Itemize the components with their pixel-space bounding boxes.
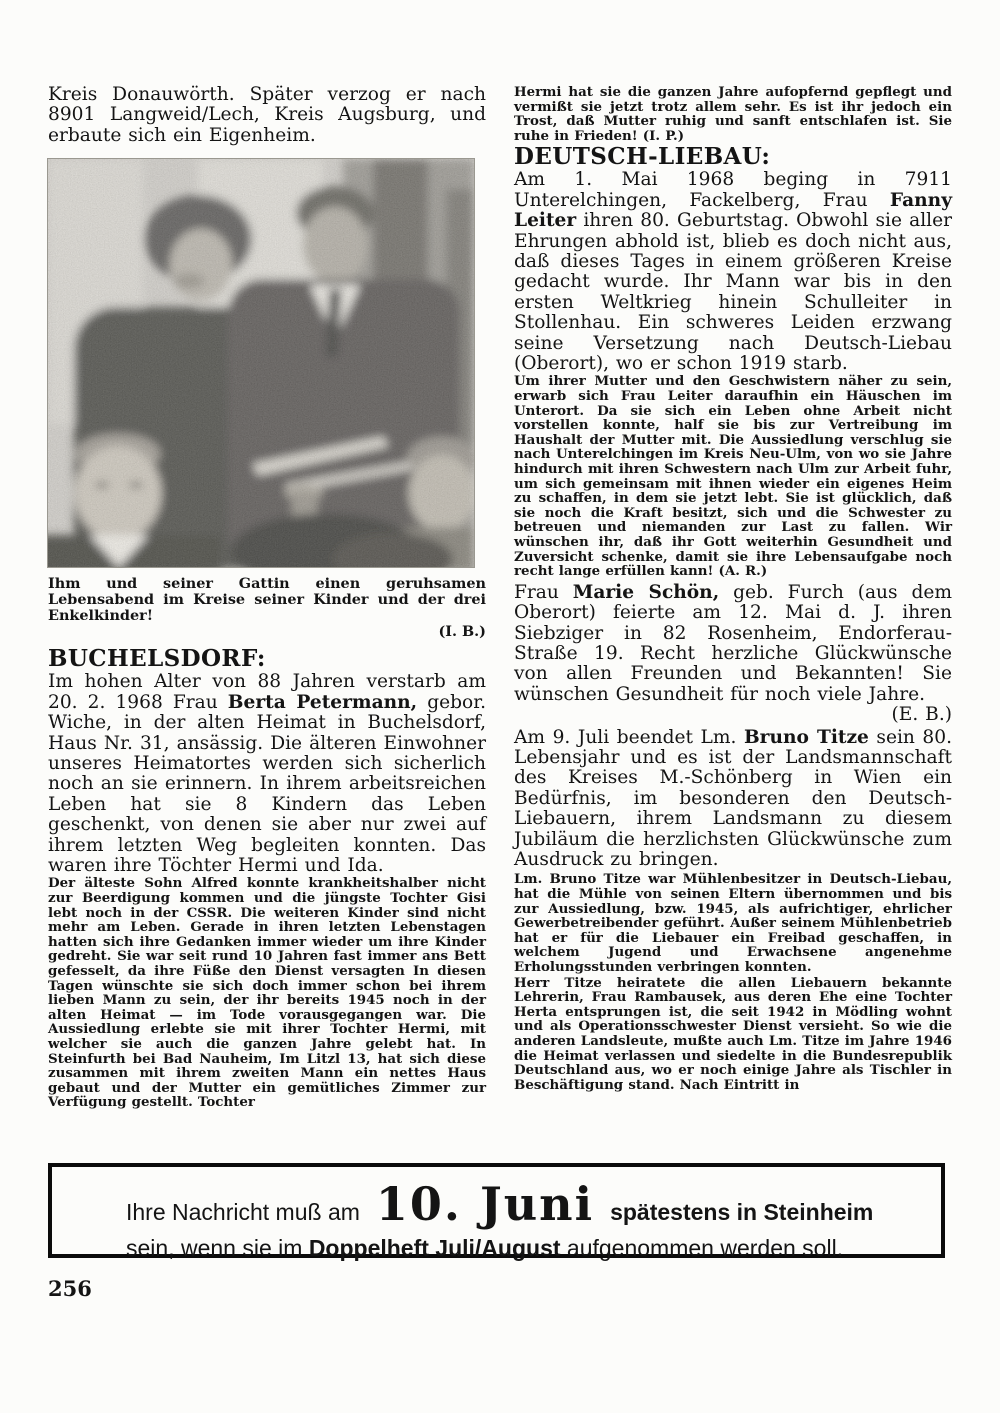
page-number: 256 [48,1276,92,1301]
notice-deadline-date: 10. Juni [375,1177,595,1231]
schoen-paragraph [514,583,952,726]
notice-line2-pre: sein, wenn sie im [126,1235,309,1261]
leiter-paragraph [514,170,952,374]
section-heading-buchelsdorf: BUCHELSDORF: [48,645,266,673]
deadline-notice-content [52,1167,941,1262]
schoen-credit: (E. B.) [891,704,952,726]
notice-line2-post: aufgenommen werden soll. [560,1235,844,1261]
titze-text-pre: Am 9. Juli beendet Lm. [514,726,744,748]
intro-paragraph: Kreis Donauwörth. Später verzog er nach 8901 Langweid/Lech, Kreis Augsburg, und erbaute sich ein Eigenheim. [48,84,486,146]
right-column [514,85,952,1092]
leiter-text-post: ihren 80. Geburtstag. Obwohl sie aller Ehrungen abhold ist, blieb es doch nicht aus, daß dieses Tages in einem größeren Kreise gedacht wurde. Ihr Mann war bis in den ersten Weltkrieg hinein Schulleiter in Stollenhau. Ein schweres Leiden erzwang seine Versetzung nach Deutsch-Liebau (Oberort), wo er schon 1919 starb. [514,210,952,375]
obituary-text-post: gebor. Wiche, in der alten Heimat in Buchelsdorf, Haus Nr. 31, ansässig. Die älteren Einwohner unseres Heimatortes werden sich sicherlich noch an sie erinnern. In ihrem arbeitsreichen Leben hat sie 8 Kindern das Leben geschenkt, von denen sie aber nur zwei auf ihrem letzten Weg begleiten konnten. Das waren ihre Töchter Hermi und Ida. [48,691,487,877]
schoen-text-pre: Frau [514,581,573,603]
deadline-notice-line2 [126,1235,921,1262]
schoen-name: Marie Schön, [572,581,720,603]
obituary-name: Berta Petermann, [227,691,418,713]
obituary-paragraph [48,672,486,876]
photo-caption [48,576,486,639]
titze-text-post: sein 80. Lebensjahr und es ist der Landsmannschaft des Kreises M.-Schönberg in Wien ein Bedürfnis, im besonderen den Deutsch-Liebauern, ihrem Landsmann zu diesem Jubiläum die herzlichsten Glückwünsche zum Ausdruck zu bringen. [514,726,952,871]
titze-name: Bruno Titze [743,726,869,748]
titze-details-paragraph-2: Herr Titze heiratete die allen Liebauern bekannte Lehrerin, Frau Rambausek, aus deren Ehe eine Tochter Herta entsprungen ist, die seit 1942 in Mödling wohnt und als Operationsschwester Dienst versieht. So wie die anderen Landsleute, mußte auch Lm. Titze im Jahre 1946 die Heimat verlassen und siedelte in die Bundesrepublik Deutschland aus, wo er noch einige Jahre als Tischler in Beschäftigung stand. Nach Eintritt in [514,974,952,1093]
left-column [48,85,486,1110]
section-heading-deutsch-liebau: DEUTSCH-LIEBAU: [514,143,771,171]
notice-line2-issue: Doppelheft Juli/August [308,1235,561,1261]
deadline-notice-line1 [126,1177,921,1231]
schoen-text-post: geb. Furch (aus dem Oberort) feierte am 12. Mai d. J. ihren Siebziger in 82 Rosenheim, Endorferau-Straße 19. Recht herzliche Glückwünsche von allen Freunden und Bekannten! Sie wünschen Gesundheit für noch viele Jahre. [514,581,952,705]
photo-caption-text: Ihm und seiner Gattin einen geruhsamen Lebensabend im Kreise seiner Kinder und der drei Enkelkinder! [48,575,486,624]
family-photo-image [48,159,474,567]
notice-text-pre: Ihre Nachricht muß am [126,1199,360,1225]
titze-paragraph [514,728,952,871]
titze-details-paragraph-1: Lm. Bruno Titze war Mühlenbesitzer in Deutsch-Liebau, hat die Mühle von seinen Eltern übernommen und bis zur Aussiedlung, bzw. 1945, als aufrichtiger, ehrlicher Gewerbetreibender geführt. Außer seinem Mühlenbetrieb hat er für die Liebauer ein Freibad geschaffen, in welchem Jugend und Erwachsene angenehme Erholungsstunden verbringen konnten. [514,871,952,975]
deadline-notice-box [48,1163,945,1261]
leiter-text-pre: Am 1. Mai 1968 beging in 7911 Unterelchingen, Fackelberg, Frau [514,169,952,211]
photo-caption-credit: (I. B.) [438,622,486,640]
obituary-text-pre: Im hohen Alter von 88 Jahren verstarb am 20. 2. 1968 Frau [48,671,486,713]
leiter-details-paragraph: Um ihrer Mutter und den Geschwistern näher zu sein, erwarb sich Frau Leiter daraufhin ein Häuschen im Unterort. Da sie sich ein Leben ohne Arbeit nicht vorstellen konnte, half sie bis zur Vertreibung im Haushalt der Mutter mit. Die Aussiedlung verschlug sie nach Unterelchingen im Kreis Neu-Ulm, von wo sie Jahre hindurch mit ihren Schwestern nach Ulm zur Arbeit fuhr, um sich gemeinsam mit ihnen wieder ein eigenes Heim zu schaffen, in dem sie jetzt lebt. Sie ist glücklich, daß sie noch die Kraft besitzt, sich und die Schwester zu betreuen und niemanden zur Last zu fallen. Wir wünschen ihr, daß ihr Gott weiterhin Gesundheit und Zuversicht schenke, damit sie ihre Lebensaufgabe noch recht lange erfüllen kann! (A. R.) [514,373,952,580]
obituary-details-paragraph: Der älteste Sohn Alfred konnte krankheitshalber nicht zur Beerdigung kommen und die jüngste Tochter Gisi lebt noch in der CSSR. Die weiteren Kinder sind nicht mehr am Leben. Gerade in ihren letzten Lebenstagen hatten sich ihre Gedanken immer wieder um ihre Kinder gedreht. Sie war seit rund 10 Jahren fast immer ans Bett gefesselt, da ihre Füße den Dienst versagten In diesen Tagen wünschte sie sich doch immer schon bei ihrem lieben Mann zu sein, der ihr bereits 1945 noch in der alten Heimat — im Tode vorausgegangen war. Die Aussiedlung erlebte sie mit ihrer Tochter Hermi, mit welcher sie auch die ganzen Jahre gelebt hat. In Steinfurth bei Bad Nauheim, Im Litzl 13, hat sich diese zusammen mit ihrem zweiten Mann ein nettes Haus gebaut und der Mutter ein gemütliches Zimmer zur Verfügung gestellt. Tochter [48,875,486,1111]
family-photo [48,159,474,567]
notice-text-location: spätestens in Steinheim [610,1199,874,1225]
continued-paragraph: Hermi hat sie die ganzen Jahre aufopfernd gepflegt und vermißt sie jetzt trotz allem sehr. Es ist ihr jedoch ein Trost, daß Mutter ruhig und sanft entschlafen ist. Sie ruhe in Frieden! (I. P.) [514,84,952,144]
leiter-name: Fanny Leiter [514,189,952,232]
